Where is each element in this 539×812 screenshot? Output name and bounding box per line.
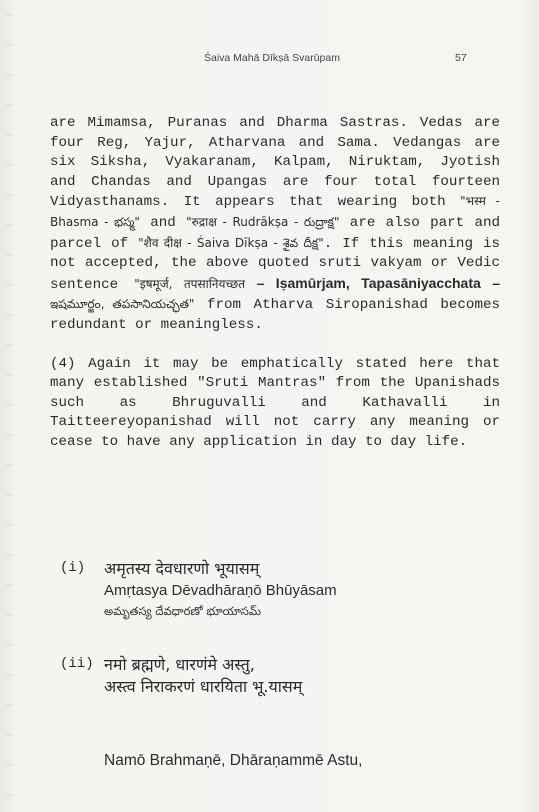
verse-transliteration: Amṛtasya Dēvadhāraṇō Bhūyāsam: [104, 582, 337, 599]
verse-number: (i): [60, 560, 86, 576]
body-text: [50, 114, 500, 453]
para-text: and: [139, 214, 187, 231]
page-number: 57: [455, 52, 467, 64]
binding-edge: [6, 0, 12, 812]
verse-devanagari: अस्त्व निराकरणं धारयिता भू.यासम्: [104, 677, 303, 696]
bhasma-term: "भस्म - Bhasma - భస్మ": [50, 194, 500, 229]
para-text: from Atharva Siropanishad becomes redundant or meaningless.: [50, 297, 500, 333]
para-text: . If this meaning is not accepted, the above quoted sruti vakyam or Vedic sentence: [50, 235, 500, 293]
verse-item: [60, 558, 510, 620]
para-text: are also part and parcel of: [50, 214, 501, 252]
verse-item: [60, 654, 510, 698]
quote-roman: – Iṣamūrjam, Tapasāniyacchata –: [245, 274, 501, 291]
rudraksha-term: "रुद्राक्ष - Rudrākṣa - రుద్రాక్ష": [186, 214, 340, 229]
paragraph-vidyasthanams: [50, 114, 500, 336]
verse-devanagari: नमो ब्रह्मणे, धारणंमे अस्तु,: [104, 655, 255, 674]
verse-telugu: అమృతస్య దేవధారణో భూయాసమ్: [104, 604, 262, 618]
saiva-diksha-term: "शैव दीक्ष - Śaiva Dīkṣa - శైవ దీక్ష": [138, 235, 324, 250]
verse-list: [60, 558, 510, 698]
trailing-transliteration: Namō Brahmaṇē, Dhāraṇammē Astu,: [104, 752, 363, 769]
verse-devanagari: अमृतस्य देवधारणो भूयासम्: [104, 559, 260, 578]
quote-devanagari: "इषमूर्ज, तपसानियच्छत: [134, 276, 246, 291]
verse-number: (ii): [60, 656, 94, 672]
quote-telugu: ఇషమూర్జం, తపసానియచ్ఛత": [50, 297, 195, 312]
page-header: [0, 52, 539, 66]
para-text: are Mimamsa, Puranas and Dharma Sastras. Vedas are four Reg, Yajur, Atharvana and Sama. Vedangas are six Siksha, Vyakaranam, Kalpam, Niruktam, Jyotish and Chandas and Upangas are four total fourteen Vidyasthanams. It appears that wearing both: [50, 115, 500, 211]
paragraph-sruti-mantras: (4) Again it may be emphatically stated here that many established "Sruti Mantras" from the Upanishads such as Bhruguvalli and Kathavalli in Taitteereyopanishad will not carry any meaning or cease to have any application in day to day life.: [50, 355, 500, 450]
running-title: Śaiva Mahā Dīkṣā Svarūpam: [204, 52, 340, 64]
